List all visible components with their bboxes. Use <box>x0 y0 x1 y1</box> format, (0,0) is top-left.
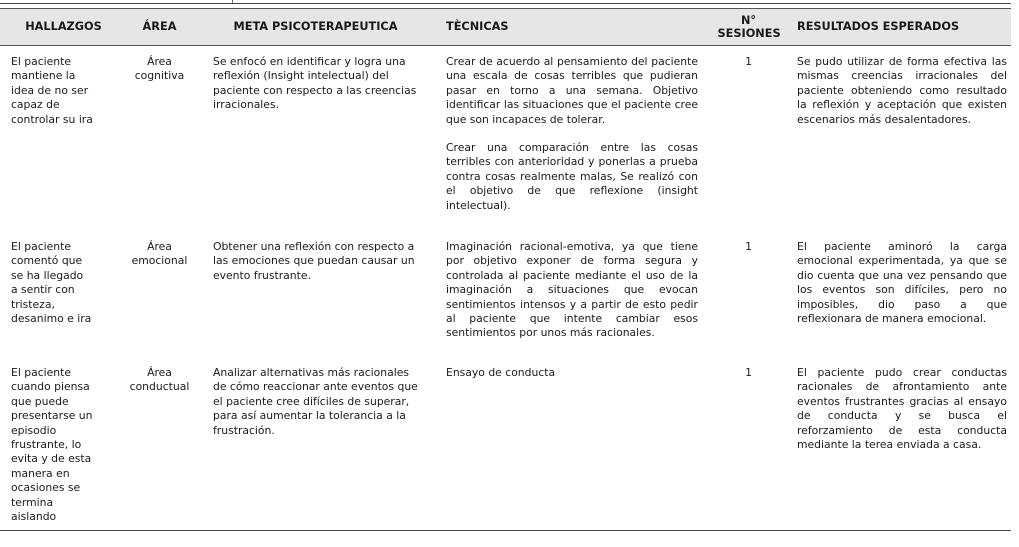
cell-meta <box>197 46 426 234</box>
hallazgos-text: El paciente cuando piensa que puede presentarse un episodio frustrante, lo evita y de esta manera en ocasiones se termina aislando <box>11 366 93 524</box>
cell-meta <box>197 233 426 357</box>
table-header-row <box>0 9 1011 46</box>
header-sesiones-label: N° SESIONES <box>717 13 781 40</box>
cell-sesiones: 1 <box>745 240 752 253</box>
resultados-text: El paciente aminoró la carga emocional experimentada, ya que se dio cuenta que una vez pensando que los eventos son difíciles, pero no imposibles, dio paso a que reflexionara de manera emocional. <box>797 240 1007 326</box>
cell-area <box>122 233 197 357</box>
tecnicas-text: Imaginación racional-emotiva, ya que tiene por objetivo exponer de forma segura y controlada al paciente mediante el uso de la imaginación a situaciones que evocan sentimientos intensos y a partir de esto pedir al paciente que intente cambiar esos sentimientos por unos más racionales. <box>446 240 698 340</box>
cell-tecnicas <box>426 46 704 234</box>
tecnicas-text: Crear de acuerdo al pensamiento del paciente una escala de cosas terribles que pudieran pasar en torno a una semana. Objetivo identificar las situaciones que el paciente cree que son incapaces de tolerar. <box>446 55 698 126</box>
tecnicas-text: Ensayo de conducta <box>446 366 556 379</box>
meta-text: Obtener una reflexión con respecto a las emociones que puedan causar un evento frustrante. <box>213 240 415 282</box>
cell-resultados <box>793 357 1011 531</box>
cell-resultados <box>793 46 1011 234</box>
table-row <box>0 46 1011 234</box>
caption-remnant-mark <box>232 0 235 3</box>
cell-tecnicas <box>426 233 704 357</box>
resultados-text: El paciente pudo crear conductas racionales de afrontamiento ante eventos frustrantes gracias al ensayo de conducta y se busca el reforzamiento de esta conducta mediante la terea enviada a casa. <box>797 366 1007 452</box>
cell-area <box>122 357 197 531</box>
area-text: Área cognitiva <box>134 55 185 83</box>
header-sesiones <box>704 9 793 46</box>
cell-area <box>122 46 197 234</box>
hallazgos-text: El paciente mantiene la idea de no ser capaz de controlar su ira <box>11 55 93 126</box>
cell-hallazgos <box>0 357 122 531</box>
resultados-text: Se pudo utilizar de forma efectiva las mismas creencias irracionales del paciente obteniendo como resultado la reflexión y aceptación que existen escenarios más desalentadores. <box>797 55 1007 126</box>
cell-meta <box>197 357 426 531</box>
cell-sesiones: 1 <box>704 357 793 531</box>
cell-tecnicas <box>426 357 704 531</box>
header-tecnicas: TÈCNICAS <box>426 9 704 46</box>
table-row <box>0 233 1011 357</box>
area-text: Área emocional <box>131 240 188 268</box>
top-rule <box>0 3 1011 4</box>
header-hallazgos: HALLAZGOS <box>0 9 122 46</box>
tecnicas-text-2: Crear una comparación entre las cosas terribles con anterioridad y ponerlas a prueba contra cosas realmente malas, Se realizó con el objetivo de que reflexione (insight intelectual). <box>446 141 698 212</box>
cell-resultados <box>793 233 1011 357</box>
cell-hallazgos <box>0 233 122 357</box>
meta-text: Analizar alternativas más racionales de cómo reaccionar ante eventos que el paciente cree difíciles de superar, para así aumentar la tolerancia a la frustración. <box>213 366 418 437</box>
header-meta: META PSICOTERAPEUTICA <box>197 9 426 46</box>
meta-text: Se enfocó en identificar y logra una reflexión (Insight intelectual) del paciente con respecto a las creencias irracionales. <box>213 55 417 112</box>
therapy-plan-table <box>0 8 1011 531</box>
header-resultados: RESULTADOS ESPERADOS <box>793 9 1011 46</box>
hallazgos-text: El paciente comentó que se ha llegado a sentir con tristeza, desanimo e ira <box>11 240 92 326</box>
table-row <box>0 357 1011 531</box>
cell-sesiones: 1 <box>745 55 752 68</box>
cell-hallazgos <box>0 46 122 234</box>
area-text: Área conductual <box>129 366 190 394</box>
header-area: ÁREA <box>122 9 197 46</box>
